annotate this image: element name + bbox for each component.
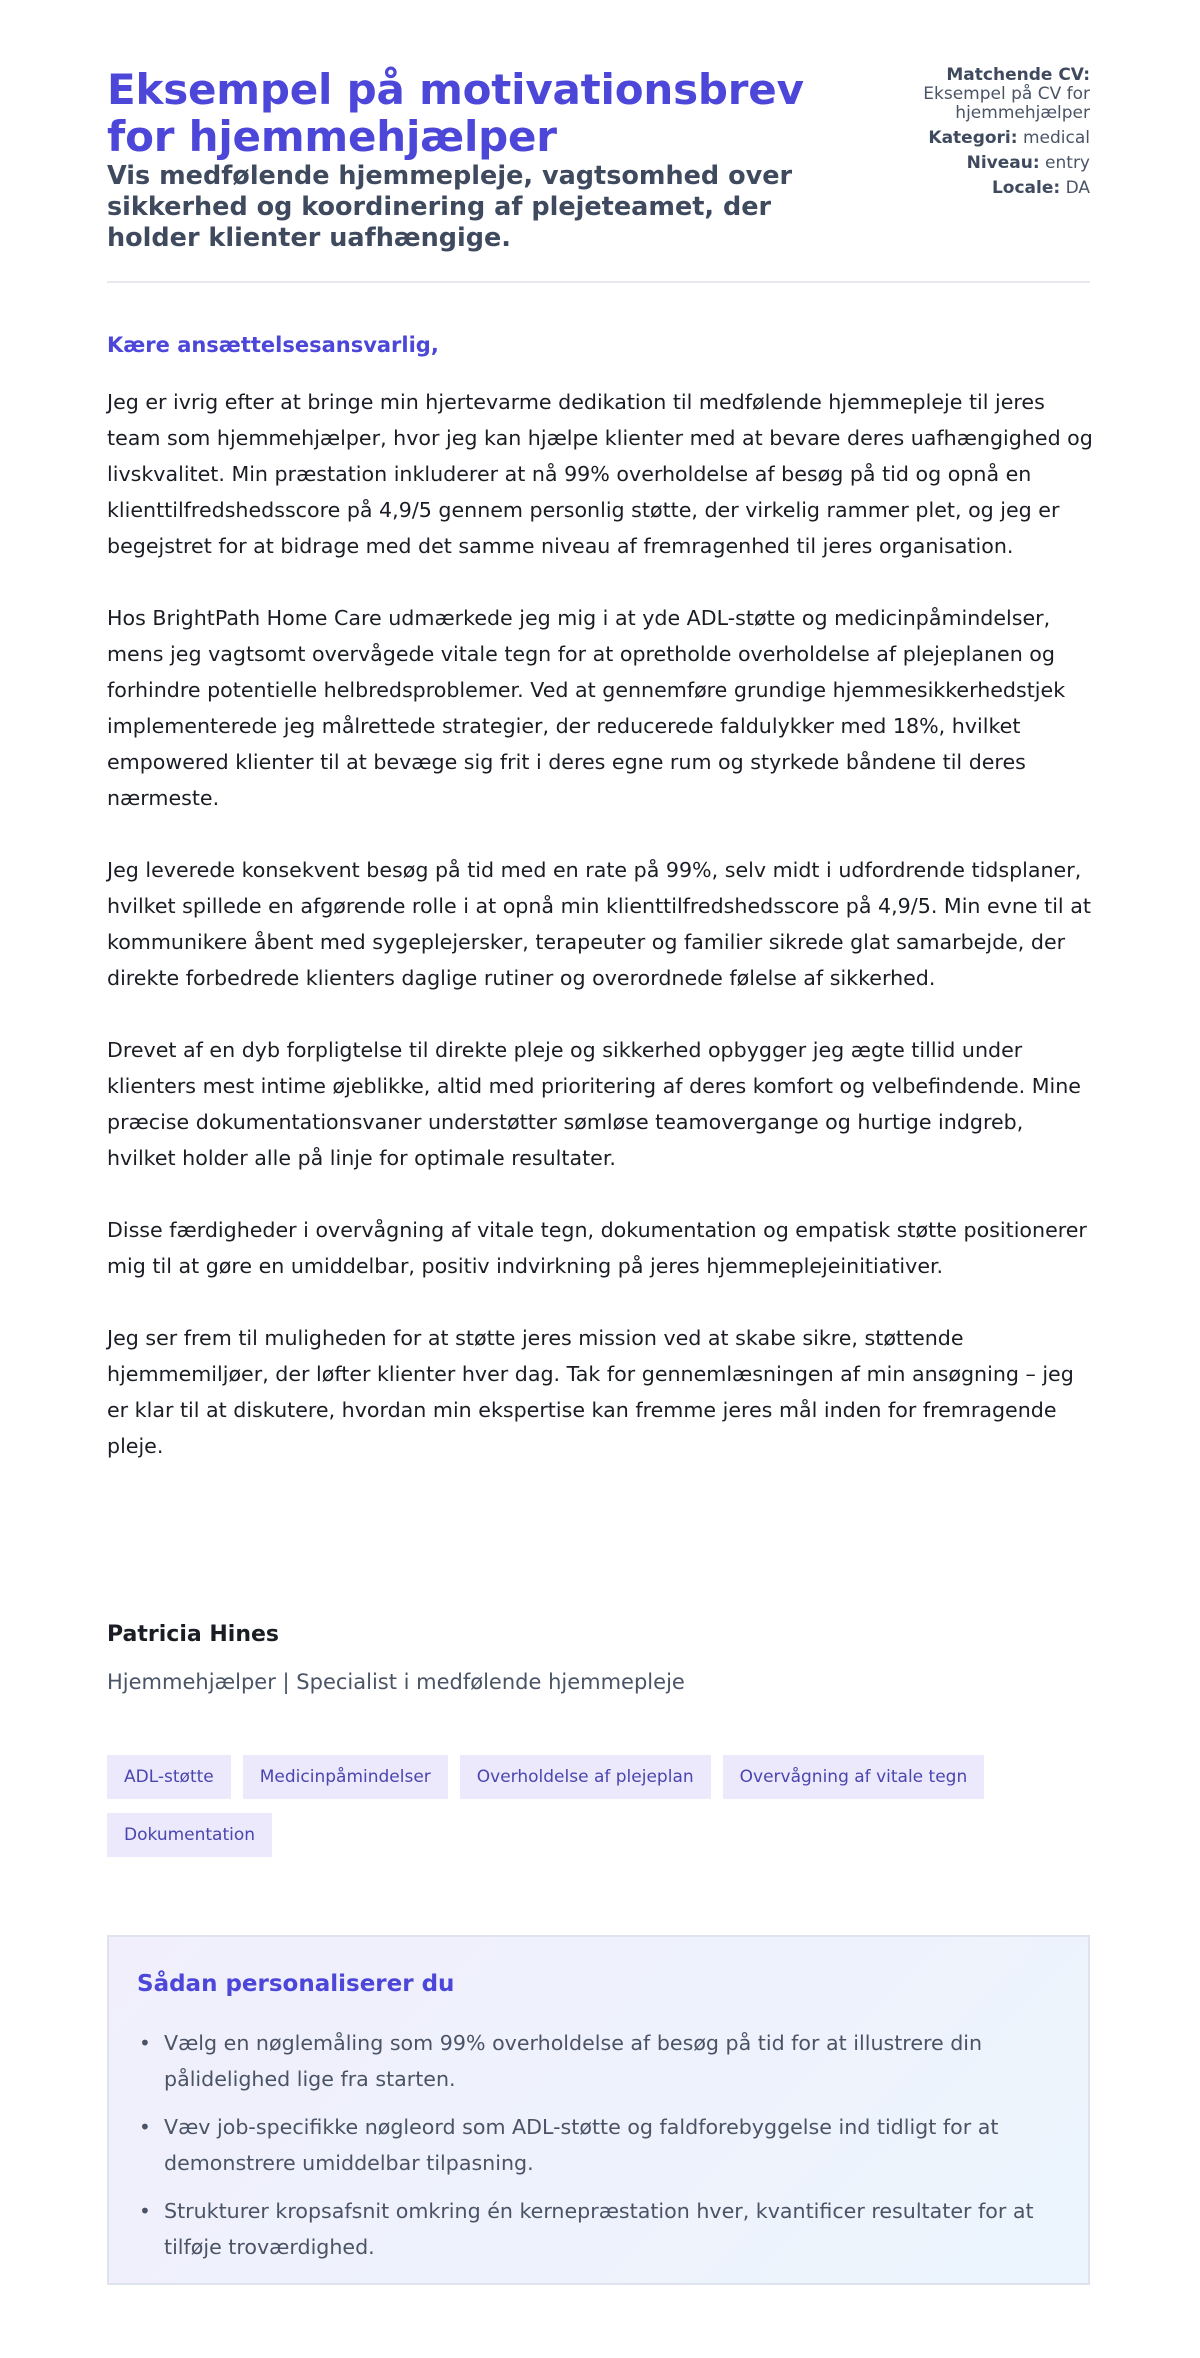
tip-text: Væv job-specifikke nøgleord som ADL-støtte og faldforebyggelse ind tidligt for at demonstrere umiddelbar tilpasning. xyxy=(164,2115,999,2175)
letter-body xyxy=(107,384,1097,1500)
tip-item xyxy=(137,2109,1060,2181)
meta-level xyxy=(870,154,1090,173)
cover-letter-page xyxy=(107,0,1093,2259)
skill-tag: Overholdelse af plejeplan xyxy=(460,1755,711,1799)
meta-matching-cv xyxy=(870,66,1090,123)
title-block xyxy=(107,66,867,254)
meta-info xyxy=(870,66,1090,204)
letter-greeting: Kære ansættelsesansvarlig, xyxy=(107,333,439,357)
bullet-icon: • xyxy=(139,2115,151,2139)
meta-locale-label: Locale: xyxy=(991,178,1061,198)
meta-locale xyxy=(870,179,1090,198)
meta-category xyxy=(870,129,1090,148)
signature-name: Patricia Hines xyxy=(107,1622,280,1647)
meta-category-label: Kategori: xyxy=(928,128,1018,148)
skill-tag: Medicinpåmindelser xyxy=(243,1755,448,1799)
tip-item xyxy=(137,2025,1060,2097)
meta-level-label: Niveau: xyxy=(966,153,1040,173)
skill-tag: ADL-støtte xyxy=(107,1755,231,1799)
signature-block xyxy=(107,1620,685,1696)
meta-locale-value: DA xyxy=(1065,178,1090,198)
tip-item xyxy=(137,2193,1060,2265)
skill-tags xyxy=(107,1755,1090,1857)
tips-title: Sådan personaliserer du xyxy=(137,1971,455,1997)
skill-tag: Dokumentation xyxy=(107,1813,272,1857)
letter-paragraph: Jeg er ivrig efter at bringe min hjertevarme dedikation til medfølende hjemmepleje til jeres team som hjemmehjælper, hvor jeg kan hjælpe klienter med at bevare deres uafhængighed og livskvalitet. Min præstation inkluderer at nå 99% overholdelse af besøg på tid og opnå en klienttilfredshedsscore på 4,9/5 gennem personlig støtte, der virkelig rammer plet, og jeg er begejstret for at bidrage med det samme niveau af fremragenhed til jeres organisation. xyxy=(107,390,1093,558)
tips-list xyxy=(137,2025,1060,2265)
page-header xyxy=(107,0,1090,283)
letter-paragraph: Jeg leverede konsekvent besøg på tid med en rate på 99%, selv midt i udfordrende tidsplaner, hvilket spillede en afgørende rolle i at opnå min klienttilfredshedsscore på 4,9/5. Min evne til at kommunikere åbent med sygeplejersker, terapeuter og familier sikrede glat samarbejde, der direkte forbedrede klienters daglige rutiner og overordnede følelse af sikkerhed. xyxy=(107,858,1091,990)
meta-cv-label: Matchende CV: xyxy=(946,65,1090,85)
bullet-icon: • xyxy=(139,2031,151,2055)
signature-title: Hjemmehjælper | Specialist i medfølende hjemmepleje xyxy=(107,1670,685,1694)
letter-paragraph: Disse færdigheder i overvågning af vitale tegn, dokumentation og empatisk støtte positionerer mig til at gøre en umiddelbar, positiv indvirkning på jeres hjemmeplejeinitiativer. xyxy=(107,1218,1087,1278)
page-title: Eksempel på motivationsbrev for hjemmehjælper xyxy=(107,65,804,161)
page-subtitle: Vis medfølende hjemmepleje, vagtsomhed over sikkerhed og koordinering af plejeteamet, der holder klienter uafhængige. xyxy=(107,161,793,253)
meta-category-value: medical xyxy=(1022,128,1090,148)
tip-text: Vælg en nøglemåling som 99% overholdelse af besøg på tid for at illustrere din pålidelighed lige fra starten. xyxy=(164,2031,983,2091)
letter-paragraph: Hos BrightPath Home Care udmærkede jeg mig i at yde ADL-støtte og medicinpåmindelser, mens jeg vagtsomt overvågede vitale tegn for at opretholde overholdelse af plejeplanen og forhindre potentielle helbredsproblemer. Ved at gennemføre grundige hjemmesikkerhedstjek implementerede jeg målrettede strategier, der reducerede faldulykker med 18%, hvilket empowered klienter til at bevæge sig frit i deres egne rum og styrkede båndene til deres nærmeste. xyxy=(107,606,1066,810)
meta-cv-value[interactable]: Eksempel på CV for hjemmehjælper xyxy=(923,84,1090,123)
meta-level-value: entry xyxy=(1045,153,1090,173)
letter-paragraph: Drevet af en dyb forpligtelse til direkte pleje og sikkerhed opbygger jeg ægte tillid under klienters mest intime øjeblikke, altid med prioritering af deres komfort og velbefindende. Mine præcise dokumentationsvaner understøtter sømløse teamovergange og hurtige indgreb, hvilket holder alle på linje for optimale resultater. xyxy=(107,1038,1081,1170)
skill-tag: Overvågning af vitale tegn xyxy=(723,1755,985,1799)
bullet-icon: • xyxy=(139,2199,151,2223)
letter-paragraph: Jeg ser frem til muligheden for at støtte jeres mission ved at skabe sikre, støttende hjemmemiljøer, der løfter klienter hver dag. Tak for gennemlæsningen af min ansøgning – jeg er klar til at diskutere, hvordan min ekspertise kan fremme jeres mål inden for fremragende pleje. xyxy=(107,1326,1074,1458)
tip-text: Strukturer kropsafsnit omkring én kernepræstation hver, kvantificer resultater for at tilføje troværdighed. xyxy=(164,2199,1034,2259)
personalization-tips xyxy=(107,1935,1090,2285)
